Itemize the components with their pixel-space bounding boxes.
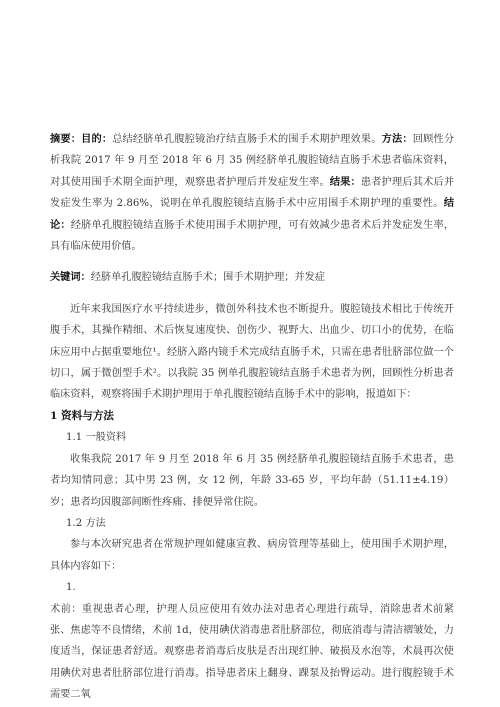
section-1-2-heading: 1.2 方法 [66,517,106,529]
purpose-label: 目的： [81,133,113,145]
conclusion-text: 经脐单孔腹腔镜结直肠手术使用围手术期护理，可有效减少患者术后并发症发生率，具有临床使用价值。 [50,219,455,253]
list-item-1-marker: 1. [66,582,76,594]
keywords-label: 关键词： [50,271,91,284]
result-label: 结果： [329,175,361,188]
section-1-1-text: 收集我院 2017 年 9 月至 2018 年 6 月 35 例经脐单孔腹腔镜结直肠手术患者，患者均知情同意；其中男 23 例，女 12 例，年龄 33-65 岁，平均年龄（51.11±4.19）岁；患者均因腹部间断性疼痛、排便异常住院。 [50,453,454,508]
abstract-paragraph [50,129,454,257]
method-label: 方法： [381,133,413,145]
method-text: 回顾性分析我院 2017 年 9 月至 2018 年 6 月 35 例经脐单孔腹腔镜结直肠手术患者临床资料，对其使用围手术期全面护理，观察患者护理后并发症发生率。 [50,134,455,188]
keywords-text: 经脐单孔腹腔镜结直肠手术；围手术期护理；并发症 [90,272,326,284]
result-text: 患者护理后其术后并发症发生率为 2.86%，说明在单孔腹腔镜结直肠手术中应用围手术期护理的重要性。 [50,176,455,210]
list-item-1-text: 术前：重视患者心理，护理人员应使用有效办法对患者心理进行疏导，消除患者术前紧张、焦虑等不良情绪，术前 1d，使用碘伏消毒患者肚脐部位，彻底消毒与清洁褶皱处，力度适当，保证患者舒适。观察患者消毒后皮肤是否出现红肿、破损及水泡等，术晨再次使用碘伏对患者肚脐部位进行消毒。指导患者床上翻身、踝泵及抬臀运动。进行腹腔镜手术需要二氧 [50,603,454,701]
conclusion-label: 结论： [50,197,454,231]
keywords-paragraph [50,267,454,288]
section-1-1-heading: 1.1 一般资料 [66,432,127,444]
intro-paragraph: 近年来我国医疗水平持续进步，微创外科技术也不断提升。腹腔镜技术相比于传统开腹手术，其操作精细、术后恢复速度快、创伤少、视野大、出血少、切口小的优势，在临床应用中占据重要地位¹。经脐入路内镜手术完成结直肠手术，只需在患者肚脐部位做一个切口，属于微创型手术²。以我院 35 例单孔腹腔镜结直肠手术患者为例，回顾性分析患者临床资料，观察将围手术期护理用于单孔腹腔镜结直肠手术中的影响，报道如下： [50,303,454,401]
purpose-text: 总结经脐单孔腹腔镜治疗结直肠手术的围手术期护理效果。 [112,134,382,145]
abstract-label: 摘要： [50,133,82,145]
section-1-heading: 1 资料与方法 [50,409,115,422]
section-1-2-text: 参与本次研究患者在常规护理如健康宣教、病房管理等基础上，使用围手术期护理，具体内容如下： [50,539,454,572]
